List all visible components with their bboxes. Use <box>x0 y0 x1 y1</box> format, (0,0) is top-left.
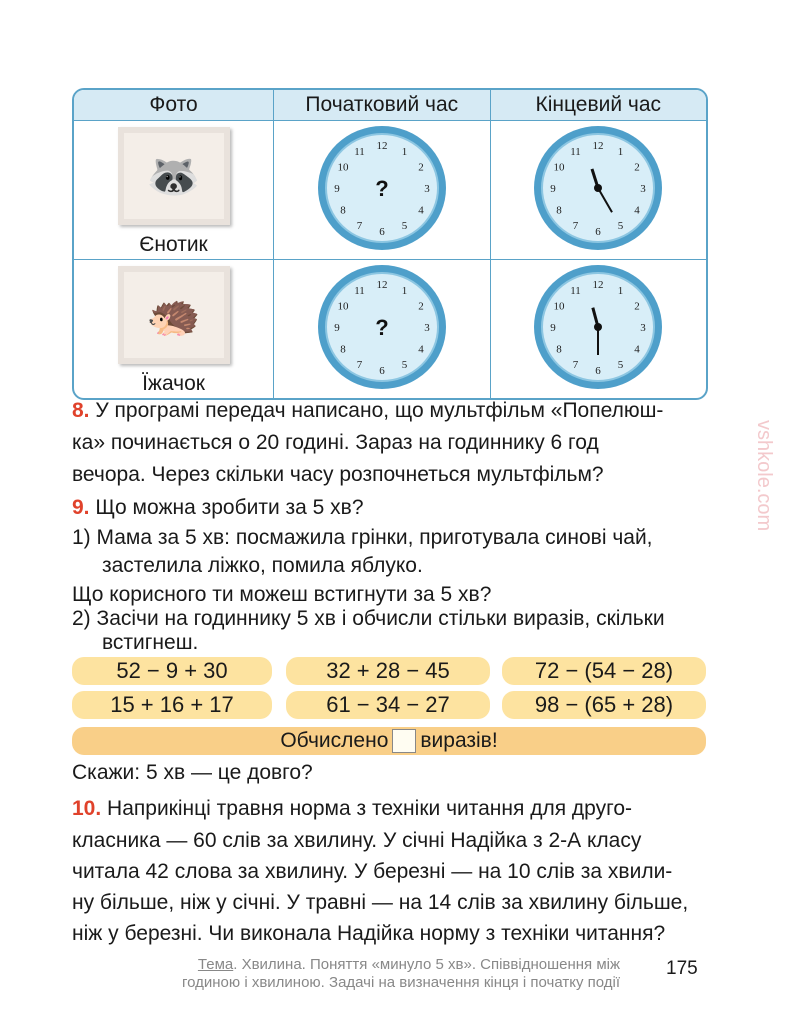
task9-question: Що корисного ти можеш встигнути за 5 хв? <box>72 583 492 606</box>
start-clock <box>312 123 452 253</box>
watermark: vshkole.com <box>753 420 775 532</box>
clock-number: 7 <box>356 358 363 371</box>
end-clock <box>528 262 668 392</box>
clock-number: 1 <box>618 284 624 297</box>
clock-number: 11 <box>570 145 582 158</box>
clock-number: 9 <box>334 182 340 195</box>
task8-line: ка» починається о 20 годині. Зараз на годиннику 6 год <box>72 431 599 454</box>
clock-number: 2 <box>418 300 424 312</box>
clock-number: 2 <box>418 161 424 173</box>
task9-item2: 2) Засічи на годиннику 5 хв і обчисли стільки виразів, скільки <box>72 607 665 630</box>
expression: 52 − 9 + 30 <box>72 657 272 685</box>
clock-number: 7 <box>573 219 579 232</box>
clock-number: 8 <box>340 204 346 216</box>
clock-number: 6 <box>379 364 385 377</box>
clock-center <box>594 323 602 331</box>
clock-number: 1 <box>618 145 624 158</box>
text: виразів! <box>420 729 498 752</box>
clock-number: 3 <box>424 321 430 334</box>
expression: 15 + 16 + 17 <box>72 691 272 719</box>
clock-number: 3 <box>424 182 430 195</box>
topic-label: Тема <box>197 956 234 973</box>
clock-number: 1 <box>401 284 408 297</box>
task10-line: читала 42 слова за хвилину. У березні — на 10 слів за хвили- <box>72 860 673 883</box>
task8-line <box>72 400 663 422</box>
header-photo: Фото <box>74 90 274 121</box>
task9-item2: встигнеш. <box>102 631 199 654</box>
clock-number: 10 <box>337 300 349 312</box>
clock-number: 7 <box>573 358 579 371</box>
expression: 98 − (65 + 28) <box>502 691 706 719</box>
task10-line <box>72 798 632 820</box>
expression: 32 + 28 − 45 <box>286 657 490 685</box>
table-row <box>74 121 706 260</box>
hedgehog-icon: 🦔 <box>146 291 201 340</box>
animal-name: Єнотик <box>139 233 208 256</box>
question-mark: ? <box>375 175 389 201</box>
clock-number: 11 <box>353 145 365 158</box>
clock-number: 9 <box>334 321 340 334</box>
clock-number: 3 <box>640 182 646 195</box>
clock-number: 5 <box>618 219 624 232</box>
header-start-time: Початковий час <box>274 90 490 121</box>
clock-number: 12 <box>376 139 388 152</box>
clock-number: 3 <box>640 321 646 334</box>
task9-item1: 1) Мама за 5 хв: посмажила грінки, приготувала синові чай, <box>72 526 653 549</box>
task10-line: ну більше, ніж у січні. У травні — на 14 слів за хвилину більше, <box>72 891 689 914</box>
raccoon-icon: 🦝 <box>146 152 201 201</box>
raccoon-photo <box>118 127 230 225</box>
clock-number: 4 <box>634 204 640 216</box>
table-row <box>74 260 706 398</box>
clock-number: 5 <box>618 358 624 371</box>
clock-number: 2 <box>634 161 640 173</box>
text: годиною і хвилиною. Задачі на визначення кінця і початку події <box>181 974 620 991</box>
text: Обчислено <box>280 729 389 752</box>
text: Що можна зробити за 5 хв? <box>95 496 364 519</box>
clock-number: 12 <box>376 278 388 291</box>
start-clock <box>312 262 452 392</box>
expression: 72 − (54 − 28) <box>502 657 706 685</box>
clock-number: 6 <box>595 364 601 377</box>
task8-line: вечора. Через скільки часу розпочнеться мультфільм? <box>72 463 604 486</box>
page-number: 175 <box>666 958 698 979</box>
task-number: 8. <box>72 399 90 422</box>
clock-number: 2 <box>634 300 640 312</box>
clock-number: 1 <box>401 145 408 158</box>
text: У програмі передач написано, що мультфільм «Попелюш- <box>95 399 664 422</box>
clock-number: 8 <box>340 343 346 355</box>
task-number: 9. <box>72 496 90 519</box>
hedgehog-photo <box>118 266 230 364</box>
end-clock <box>528 123 668 253</box>
task9-title <box>72 497 364 519</box>
animals-time-table <box>72 88 708 400</box>
task9-item1: застелила ліжко, помила яблуко. <box>102 554 423 577</box>
topic-footer <box>150 956 620 992</box>
clock-number: 6 <box>595 225 601 238</box>
text: . Хвилина. Поняття «минуло 5 хв». Співвідношення між <box>233 956 620 973</box>
clock-number: 10 <box>553 161 565 173</box>
clock-number: 12 <box>592 278 604 291</box>
computed-count-bar <box>72 727 706 755</box>
clock-number: 11 <box>570 284 582 297</box>
clock-number: 4 <box>418 204 424 216</box>
header-end-time: Кінцевий час <box>491 90 706 121</box>
clock-number: 4 <box>418 343 424 355</box>
clock-number: 12 <box>592 139 604 152</box>
task-number: 10. <box>72 797 102 820</box>
clock-number: 5 <box>401 358 408 371</box>
expression: 61 − 34 − 27 <box>286 691 490 719</box>
clock-number: 8 <box>556 204 563 216</box>
clock-number: 9 <box>550 182 556 195</box>
clock-number: 10 <box>553 300 565 312</box>
clock-number: 5 <box>401 219 408 232</box>
clock-number: 7 <box>356 219 363 232</box>
clock-number: 6 <box>379 225 385 238</box>
clock-center <box>594 184 602 192</box>
clock-number: 9 <box>550 321 556 334</box>
clock-number: 4 <box>634 343 640 355</box>
task10-line: ніж у березні. Чи виконала Надійка норму з техніки читання? <box>72 922 666 945</box>
task10-line: класника — 60 слів за хвилину. У січні Надійка з 2-А класу <box>72 829 642 852</box>
clock-number: 8 <box>556 343 563 355</box>
clock-number: 10 <box>337 161 349 173</box>
clock-number: 11 <box>353 284 365 297</box>
animal-name: Їжачок <box>142 372 205 395</box>
question-mark: ? <box>375 314 389 340</box>
text: Наприкінці травня норма з техніки читання для друго- <box>107 797 632 820</box>
answer-box[interactable] <box>392 729 416 753</box>
task9-say: Скажи: 5 хв — це довго? <box>72 761 313 784</box>
